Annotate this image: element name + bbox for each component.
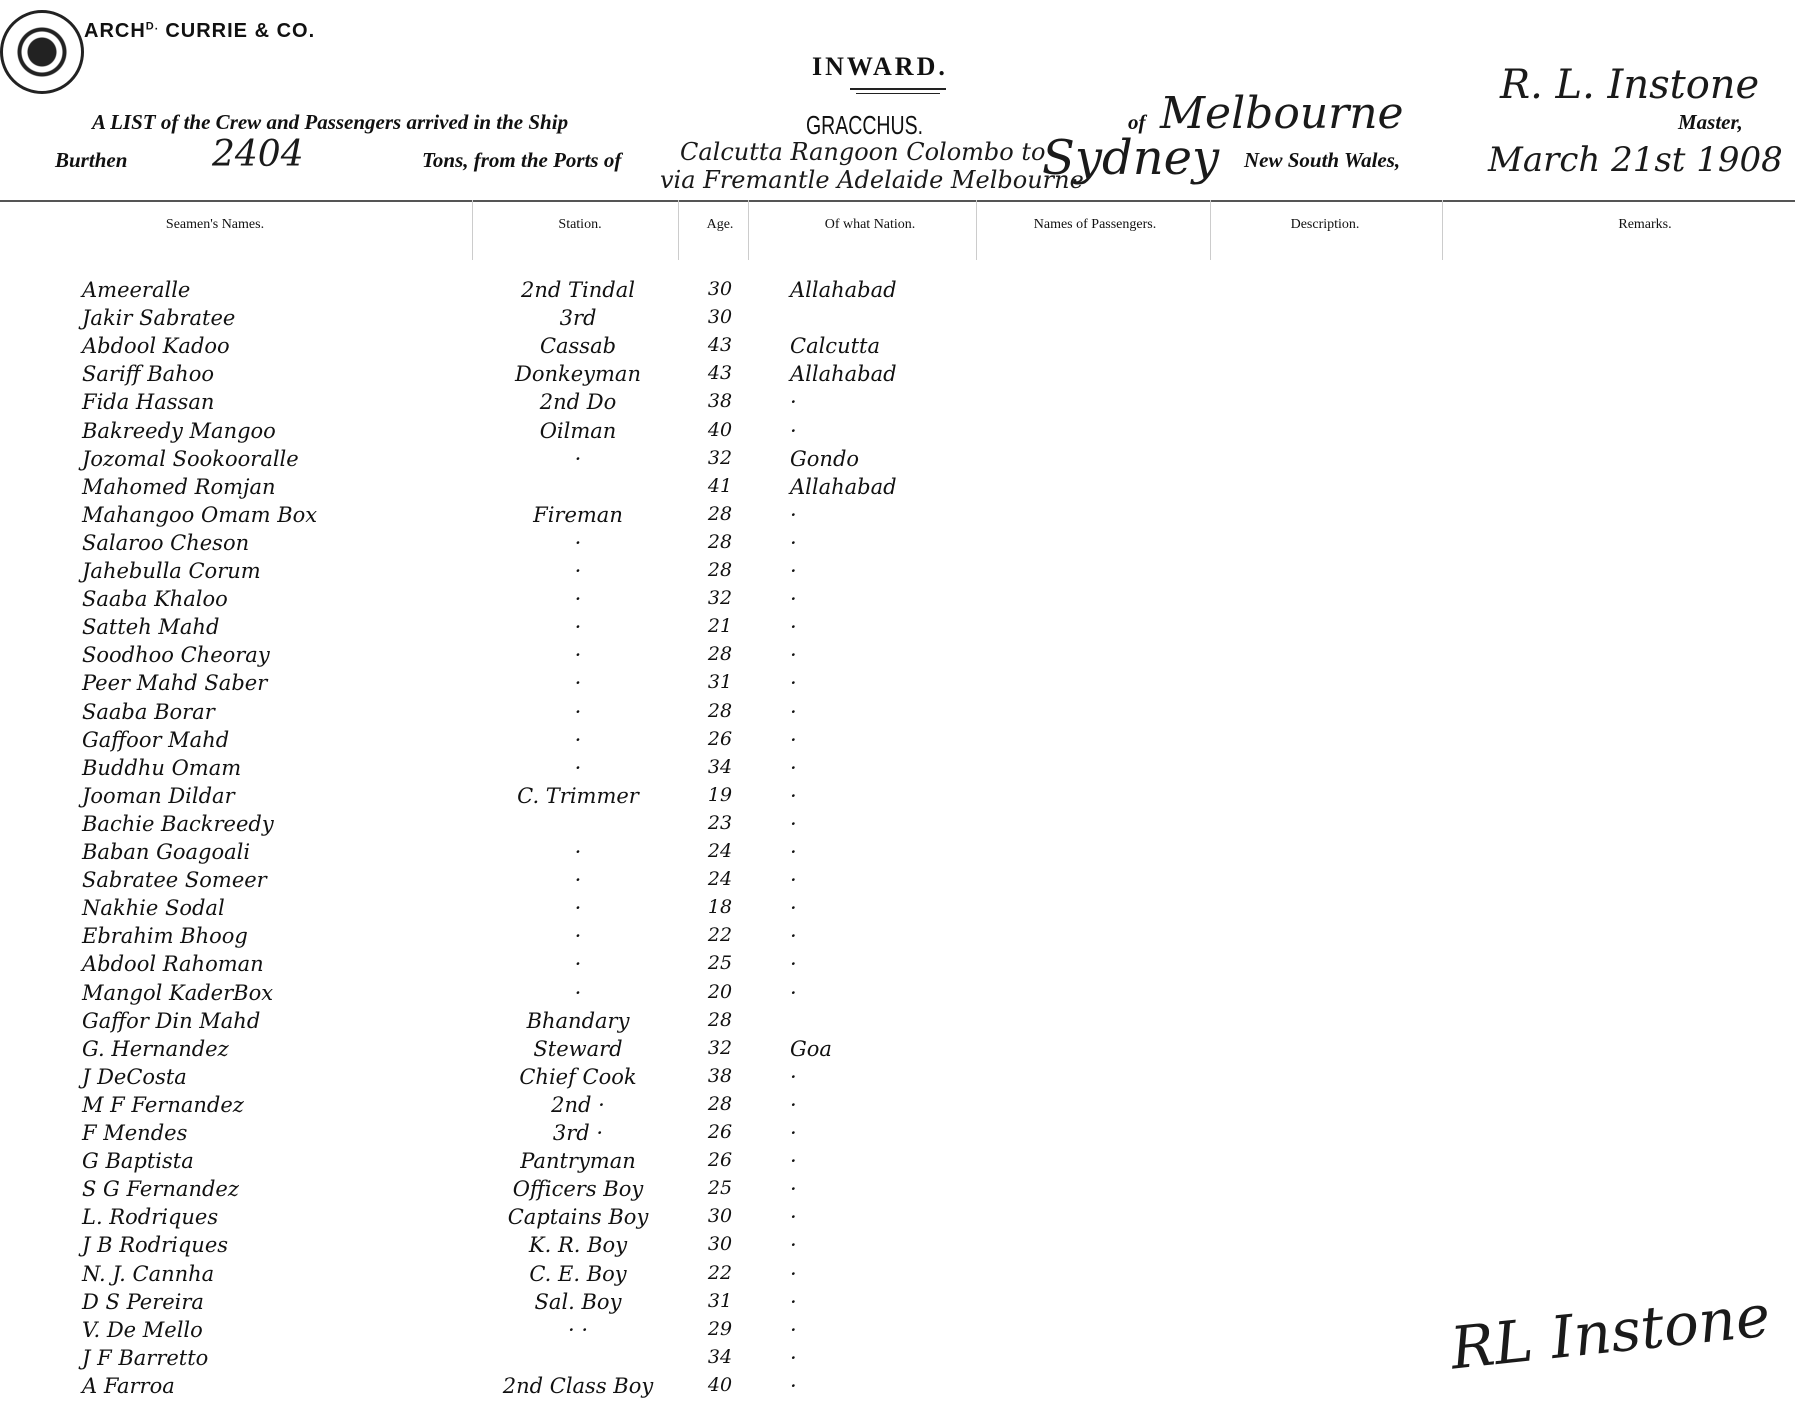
station-cell: · · [567, 1317, 589, 1342]
col-age: Age. [706, 217, 734, 232]
table-row [0, 503, 1795, 531]
age-cell: 40 [707, 418, 733, 441]
column-divider [472, 200, 473, 260]
table-row [0, 390, 1795, 418]
nation-cell: · [790, 1205, 797, 1230]
seaman-name: N. J. Cannha [82, 1261, 215, 1286]
station-cell: 2nd Do [539, 390, 617, 415]
seaman-name: Jahebulla Corum [82, 559, 261, 583]
nation-cell: · [790, 1121, 797, 1145]
nation-cell: · [790, 615, 797, 640]
seaman-name: Abdool Kadoo [82, 334, 230, 359]
seaman-name: Gaffor Din Mahd [82, 1008, 261, 1033]
nation-cell: · [790, 1289, 797, 1314]
station-cell: Pantryman [520, 1149, 636, 1174]
age-cell: 25 [707, 952, 733, 975]
nation-cell: · [790, 559, 797, 583]
seaman-name: J F Barretto [82, 1345, 209, 1370]
station-cell: C. E. Boy [529, 1261, 627, 1286]
seaman-name: Mangol KaderBox [82, 980, 274, 1005]
nation-cell: Allahabad [790, 362, 897, 387]
seaman-name: Peer Mahd Saber [82, 671, 268, 696]
nation-cell: · [790, 502, 797, 527]
seaman-name: Jooman Dildar [82, 783, 235, 808]
table-row [0, 1262, 1795, 1290]
table-row [0, 643, 1795, 671]
station-cell: 2nd Tindal [521, 278, 635, 302]
nation-cell: · [790, 671, 797, 696]
table-row [0, 278, 1795, 306]
seaman-name: Nakhie Sodal [82, 896, 225, 921]
ship-name: GRACCHUS. [806, 110, 924, 140]
station-cell: · [574, 980, 582, 1005]
station-cell: 2nd · [551, 1092, 605, 1117]
age-cell: 26 [707, 1121, 733, 1143]
seaman-name: Bachie Backreedy [82, 811, 274, 836]
station-cell: Donkeyman [515, 362, 641, 387]
seaman-name: Buddhu Omam [82, 755, 242, 780]
table-row [0, 1037, 1795, 1065]
age-cell: 23 [707, 811, 733, 834]
age-cell: 38 [707, 1064, 733, 1087]
station-cell: Sal. Boy [534, 1289, 622, 1314]
nation-cell: · [790, 924, 797, 949]
state-label: New South Wales, [1244, 148, 1401, 172]
table-row [0, 868, 1795, 896]
station-cell: Chief Cook [519, 1064, 637, 1089]
age-cell: 30 [707, 1233, 733, 1256]
nation-cell: · [790, 811, 797, 836]
station-cell: K. R. Boy [528, 1233, 628, 1258]
station-cell: · [574, 952, 582, 977]
master-signature: RL Instone [1447, 1281, 1774, 1383]
age-cell: 31 [707, 1289, 733, 1312]
age-cell: 19 [707, 783, 733, 806]
age-cell: 32 [707, 587, 733, 610]
ship-stamp-icon [0, 10, 84, 94]
master-name: R. L. Instone [1500, 62, 1760, 108]
table-row [0, 1009, 1795, 1037]
table-row [0, 840, 1795, 868]
seaman-name: G Baptista [82, 1149, 194, 1174]
seaman-name: Saaba Borar [82, 699, 215, 724]
seaman-name: D S Pereira [82, 1289, 204, 1314]
station-cell: Fireman [533, 502, 623, 527]
seaman-name: Baban Goagoali [82, 840, 251, 864]
seaman-name: Mahangoo Omam Box [82, 502, 318, 527]
station-cell: Captains Boy [507, 1205, 649, 1230]
col-passengers: Names of Passengers. [1033, 217, 1157, 232]
nation-cell: Goa [790, 1036, 832, 1061]
column-divider [1442, 200, 1443, 260]
age-cell: 22 [707, 924, 733, 947]
seaman-name: S G Fernandez [82, 1177, 239, 1202]
nation-cell: · [790, 755, 797, 780]
age-cell: 20 [707, 980, 733, 1003]
station-cell: · [574, 699, 582, 724]
age-cell: 43 [707, 334, 733, 357]
nation-cell: · [790, 980, 797, 1005]
col-station: Station. [558, 217, 602, 232]
age-cell: 24 [707, 868, 733, 891]
seaman-name: Salaroo Cheson [82, 530, 250, 555]
nation-cell: · [790, 1317, 797, 1342]
station-cell: · [574, 924, 582, 949]
column-divider [678, 200, 679, 260]
ports-line1: Calcutta Rangoon Colombo to [680, 138, 1046, 166]
nation-cell: Allahabad [790, 278, 897, 302]
nation-cell: · [790, 783, 797, 808]
nation-cell: · [790, 1233, 797, 1258]
table-row [0, 812, 1795, 840]
station-cell: · [574, 896, 582, 921]
table-row [0, 671, 1795, 699]
station-cell: · [574, 446, 582, 471]
table-row [0, 615, 1795, 643]
table-row [0, 952, 1795, 980]
age-cell: 28 [707, 699, 733, 722]
table-row [0, 728, 1795, 756]
table-row [0, 1065, 1795, 1093]
age-cell: 26 [707, 727, 733, 750]
age-cell: 24 [707, 840, 733, 862]
nation-cell: · [790, 868, 797, 893]
seaman-name: Bakreedy Mangoo [82, 418, 276, 443]
nation-cell: · [790, 699, 797, 724]
burthen-label: Burthen [55, 148, 128, 172]
age-cell: 28 [707, 559, 733, 581]
nation-cell: · [790, 840, 797, 864]
table-row [0, 1121, 1795, 1149]
seaman-name: Fida Hassan [82, 390, 215, 415]
table-row [0, 1374, 1795, 1402]
table-row [0, 756, 1795, 784]
station-cell: Oilman [539, 418, 617, 443]
seaman-name: V. De Mello [82, 1317, 203, 1342]
col-description: Description. [1290, 217, 1360, 232]
nation-cell: · [790, 952, 797, 977]
station-cell: · [574, 643, 582, 668]
col-nation: Of what Nation. [824, 217, 916, 232]
table-row [0, 531, 1795, 559]
seaman-name: Mahomed Romjan [82, 474, 276, 499]
station-cell: Cassab [539, 334, 617, 359]
column-divider [748, 200, 749, 260]
station-cell: · [574, 615, 582, 640]
tons-label: Tons, from the Ports of [422, 148, 622, 172]
table-row [0, 475, 1795, 503]
station-cell: · [574, 868, 582, 893]
seaman-name: Sabratee Someer [82, 868, 267, 893]
table-row [0, 700, 1795, 728]
nation-cell: · [790, 896, 797, 921]
age-cell: 28 [707, 643, 733, 666]
table-row [0, 981, 1795, 1009]
nation-cell: · [790, 1092, 797, 1117]
age-cell: 28 [707, 1008, 733, 1031]
station-cell: Bhandary [526, 1008, 630, 1033]
table-row [0, 784, 1795, 812]
header-rule [0, 200, 1795, 202]
seaman-name: Ameeralle [82, 278, 191, 302]
nation-cell: · [790, 530, 797, 555]
nation-cell: · [790, 1149, 797, 1174]
nation-cell: · [790, 1345, 797, 1370]
column-divider [976, 200, 977, 260]
heading-rule [856, 93, 940, 94]
station-cell: Officers Boy [512, 1177, 644, 1202]
seaman-name: Soodhoo Cheoray [82, 643, 270, 668]
seaman-name: J B Rodriques [82, 1233, 229, 1258]
seaman-name: L. Rodriques [82, 1205, 219, 1230]
seaman-name: F Mendes [82, 1121, 188, 1145]
age-cell: 41 [707, 474, 733, 497]
seaman-name: Satteh Mahd [82, 615, 220, 640]
nation-cell: · [790, 1177, 797, 1202]
nation-cell: · [790, 1261, 797, 1286]
table-row [0, 362, 1795, 390]
date: March 21st 1908 [1488, 140, 1783, 180]
station-cell: · [574, 587, 582, 612]
station-cell: · [574, 671, 582, 696]
station-cell: 3rd · [552, 1121, 604, 1145]
seaman-name: Saaba Khaloo [82, 587, 228, 612]
station-cell: · [574, 755, 582, 780]
seaman-name: Jozomal Sookooralle [82, 446, 299, 471]
nation-cell: Gondo [790, 446, 860, 471]
station-cell: C. Trimmer [517, 783, 639, 808]
burthen-value: 2404 [212, 134, 304, 175]
nation-cell: · [790, 1064, 797, 1089]
nation-cell: Calcutta [790, 334, 880, 359]
seaman-name: J DeCosta [82, 1064, 187, 1089]
station-cell: · [574, 840, 582, 864]
age-cell: 32 [707, 446, 733, 469]
station-cell: · [574, 559, 582, 583]
age-cell: 43 [707, 362, 733, 385]
seaman-name: M F Fernandez [82, 1092, 244, 1117]
age-cell: 18 [707, 896, 733, 919]
ports-line2: via Fremantle Adelaide Melbourne [660, 166, 1084, 194]
age-cell: 28 [707, 530, 733, 553]
age-cell: 22 [707, 1261, 733, 1284]
seaman-name: Ebrahim Bhoog [82, 924, 248, 949]
table-row [0, 1205, 1795, 1233]
col-seamen-names: Seamen's Names. [165, 217, 265, 232]
age-cell: 26 [707, 1149, 733, 1172]
table-row [0, 334, 1795, 362]
age-cell: 31 [707, 671, 733, 694]
table-row [0, 1093, 1795, 1121]
table-row [0, 419, 1795, 447]
list-label: A LIST of the Crew and Passengers arrived in the Ship [92, 110, 569, 134]
station-cell: 2nd Class Boy [502, 1373, 654, 1398]
age-cell: 38 [707, 390, 733, 413]
table-row [0, 896, 1795, 924]
age-cell: 30 [707, 1205, 733, 1228]
age-cell: 34 [707, 1345, 733, 1368]
table-row [0, 1233, 1795, 1261]
age-cell: 30 [707, 306, 733, 329]
table-row [0, 306, 1795, 334]
table-row [0, 1177, 1795, 1205]
table-row [0, 587, 1795, 615]
table-row [0, 447, 1795, 475]
seaman-name: A Farroa [82, 1373, 175, 1398]
table-row [0, 1149, 1795, 1177]
nation-cell: · [790, 418, 797, 443]
age-cell: 28 [707, 1092, 733, 1115]
col-remarks: Remarks. [1618, 217, 1672, 232]
seaman-name: G. Hernandez [82, 1036, 229, 1061]
seaman-name: Abdool Rahoman [82, 952, 264, 977]
nation-cell: · [790, 643, 797, 668]
age-cell: 32 [707, 1036, 733, 1059]
firm-name: $ARCH^{D.}$ CURRIE & CO. [84, 20, 316, 42]
station-cell: · [574, 530, 582, 555]
master-label: Master, [1678, 110, 1743, 134]
seaman-name: Sariff Bahoo [82, 362, 214, 387]
table-row [0, 559, 1795, 587]
station-cell: 3rd [559, 306, 597, 331]
seaman-name: Gaffoor Mahd [82, 727, 230, 752]
station-cell: · [574, 727, 582, 752]
nation-cell: Allahabad [790, 474, 897, 499]
age-cell: 21 [707, 615, 733, 638]
age-cell: 28 [707, 502, 733, 525]
form-heading: INWARD. [812, 52, 948, 81]
seaman-name: Jakir Sabratee [82, 306, 236, 331]
age-cell: 30 [707, 278, 733, 300]
of-label: of [1128, 110, 1146, 134]
station-cell: Steward [533, 1036, 623, 1061]
home-port: Melbourne [1160, 88, 1404, 139]
table-row [0, 924, 1795, 952]
nation-cell: · [790, 727, 797, 752]
destination: Sydney [1042, 130, 1220, 186]
heading-rule [850, 88, 946, 90]
nation-cell: · [790, 390, 797, 415]
age-cell: 40 [707, 1373, 733, 1396]
age-cell: 29 [707, 1317, 733, 1340]
age-cell: 34 [707, 755, 733, 778]
nation-cell: · [790, 587, 797, 612]
age-cell: 25 [707, 1177, 733, 1200]
nation-cell: · [790, 1373, 797, 1398]
column-divider [1210, 200, 1211, 260]
